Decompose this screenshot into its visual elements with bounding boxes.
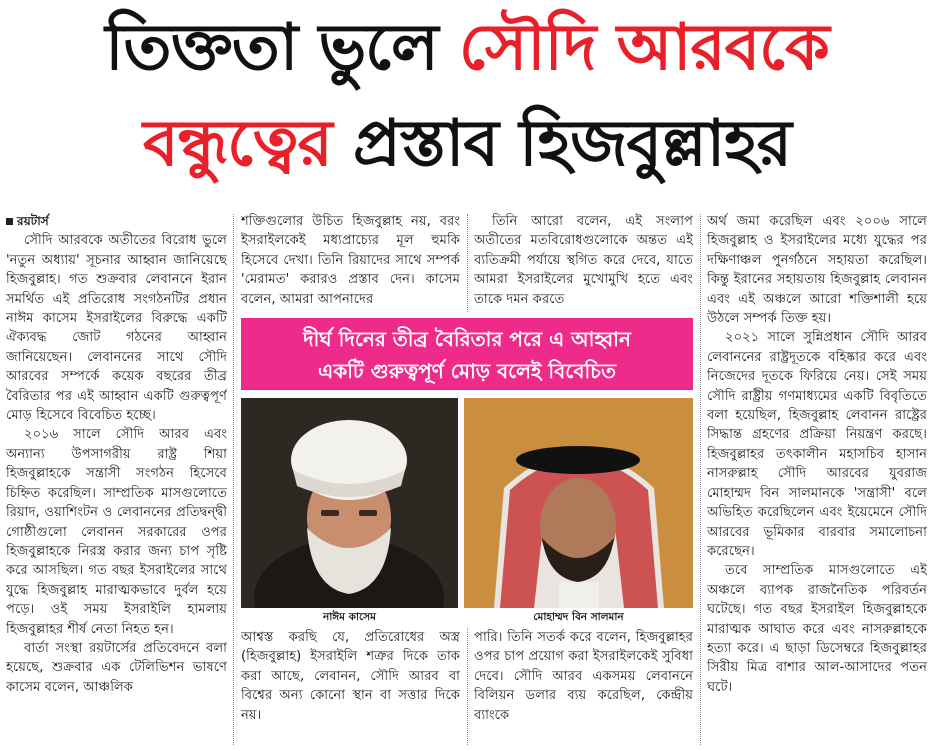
byline: [6, 212, 227, 231]
headline-line-1-red: সৌদি আরবকে: [458, 11, 829, 85]
headline-line-2: [0, 96, 934, 192]
pull-quote-line-1: দীর্ঘ দিনের তীব্র বৈরিতার পরে এ আহ্বান: [303, 327, 631, 351]
column-divider-2-top: [467, 214, 468, 312]
paragraph: অর্থ জমা করেছিল এবং ২০০৬ সালে হিজবুল্লাহ ও ইসরাইলের মধ্যে যুদ্ধের পর দক্ষিণাঞ্চল পুনর্গঠনে সহায়তা করেছিল। কিন্তু ইরানের সহায়তায় হিজবুল্লাহ লেবানন এবং এই অঞ্চলে আরো শক্তিশালী হয়ে উঠলে সম্পর্ক তিক্ত হয়।: [707, 214, 927, 327]
paragraph: বার্তা সংস্থা রয়টার্সের প্রতিবেদনে বলা হয়েছে, শুক্রবার এক টেলিভিশন ভাষণে কাসেম বলেন, আঞ্চলিক: [6, 640, 227, 695]
article-column-2-top: [241, 212, 460, 312]
photo-caption-left: নাঈম কাসেম: [322, 611, 377, 623]
paragraph: ২০২১ সালে সুন্নিপ্রধান সৌদি আরব লেবাননের রাষ্ট্রদূতকে বহিষ্কার করে এবং নিজেদের দূতকে ফিরিয়ে নেয়। সেই সময় সৌদি রাষ্ট্রীয় গণমাধ্যমের একটি বিবৃতিতে বলা হয়েছিল, হিজবুল্লাহ লেবানন রাষ্ট্রের সিদ্ধান্ত গ্রহণের প্রক্রিয়া নিয়ন্ত্রণ করছে। হিজবুল্লাহর তৎকালীন মহাসচিব হাসান নাসরুল্লাহ সৌদি আরবের যুবরাজ মোহাম্মদ বিন সালমানকে 'সন্ত্রাসী' বলে অভিহিত করেছিলেন এবং ইয়েমেনে সৌদি আরবের ভূমিকার বারবার সমালোচনা করেছেন।: [707, 330, 927, 559]
paragraph: আশ্বস্ত করছি যে, প্রতিরোধের অস্ত্র (হিজবুল্লাহ) ইসরাইলি শত্রুর দিকে তাক করা আছে, লেবানন, সৌদি আরব বা বিশ্বের অন্য কোনো স্থান বা সত্তার দিকে নয়।: [241, 630, 460, 723]
pull-quote-line-2: একটি গুরুত্বপূর্ণ মোড় বলেই বিবেচিত: [318, 359, 616, 383]
portrait-illustration: [464, 398, 693, 608]
headline: [0, 0, 934, 200]
paragraph: পারি। তিনি সতর্ক করে বলেন, হিজবুল্লাহর ওপর চাপ প্রয়োগ করা ইসরাইলকেই সুবিধা দেবে। সৌদি আরব একসময় লেবাননে বিলিয়ন ডলার ব্যয় করেছিল, কেন্দ্রীয় ব্যাংকে: [474, 630, 693, 723]
photo-mohammed-bin-salman: [464, 398, 693, 608]
square-bullet-icon: [6, 218, 13, 225]
article-column-3-bottom: [474, 628, 693, 751]
column-divider-3: [700, 214, 701, 745]
paragraph: তবে সাম্প্রতিক মাসগুলোতে এই অঞ্চলে ব্যাপক রাজনৈতিক পরিবর্তন ঘটেছে। গত বছর ইসরাইল হিজবুল্লাহকে মারাত্মক আঘাত করে এবং নাসরুল্লাহকে হত্যা করে। এ ছাড়া ডিসেম্বরে হিজবুল্লাহর সিরীয় মিত্র বাশার আল-আসাদের পতন ঘটে।: [707, 563, 927, 695]
paragraph: শক্তিগুলোর উচিত হিজবুল্লাহ নয়, বরং ইসরাইলকেই মধ্যপ্রাচ্যের মূল হুমকি হিসেবে দেখা। তিনি রিয়াদের সাথে সম্পর্ক 'মেরামত' করারও প্রস্তাব দেন। কাসেম বলেন, আমরা আপনাদের: [241, 214, 460, 307]
paragraph: তিনি আরো বলেন, এই সংলাপ অতীতের মতবিরোধগুলোকে অন্তত এই ব্যতিক্রমী পর্যায়ে স্থগিত করে দেবে, যাতে আমরা ইসরাইলের মুখোমুখি হতে এবং তাকে দমন করতে: [474, 214, 693, 307]
article-column-4: [707, 212, 927, 751]
column-divider-2-bottom: [467, 628, 468, 745]
headline-line-2-black: প্রস্তাব হিজবুল্লাহর: [353, 107, 791, 181]
pull-quote: [241, 318, 693, 390]
paragraph: ২০১৬ সালে সৌদি আরব এবং অন্যান্য উপসাগরীয় রাষ্ট্র শিয়া হিজবুল্লাহকে সন্ত্রাসী সংগঠন হিসেবে চিহ্নিত করেছিল। সাম্প্রতিক মাসগুলোতে রিয়াদ, ওয়াশিংটন ও লেবাননের প্রতিদ্বন্দ্বী গোষ্ঠীগুলো লেবানন সরকারের ওপর হিজবুল্লাহকে নিরস্ত্র করার জন্য চাপ সৃষ্টি করে আসছিল। গত বছর ইসরাইলের সাথে যুদ্ধে হিজবুল্লাহ মারাত্মকভাবে দুর্বল হয়ে পড়ে। ওই সময় ইসরাইলি হামলায় হিজবুল্লাহর শীর্ষ নেতা নিহত হন।: [6, 427, 227, 637]
article-column-2-bottom: [241, 628, 460, 751]
portrait-illustration: [241, 398, 458, 608]
headline-line-1: [0, 0, 934, 96]
headline-line-1-black: তিক্ততা ভুলে: [105, 11, 459, 85]
article-column-3-top: [474, 212, 693, 312]
headline-line-2-red: বন্ধুত্বের: [142, 107, 354, 181]
byline-text: রয়টার্স: [17, 214, 49, 228]
column-divider-1: [233, 214, 234, 745]
article-column-1: [6, 212, 227, 751]
photo-naim-qassem: [241, 398, 458, 608]
paragraph: সৌদি আরবকে অতীতের বিরোধ ভুলে 'নতুন অধ্যায়' সূচনার আহ্বান জানিয়েছে হিজবুল্লাহ। গত শুক্রবার লেবাননে ইরান সমর্থিত এই প্রতিরোধ সংগঠনটির প্রধান নাঈম কাসেম ইসরাইলের বিরুদ্ধে একটি ঐক্যবদ্ধ জোট গঠনের আহ্বান জানিয়েছেন। লেবাননের সাথে সৌদি আরবের সম্পর্কে কয়েক বছরের তীব্র বৈরিতার পর এই আহ্বান একটি গুরুত্বপূর্ণ মোড় হিসেবে বিবেচিত হচ্ছে।: [6, 233, 227, 424]
photo-caption-right: মোহাম্মদ বিন সালমান: [533, 611, 624, 623]
